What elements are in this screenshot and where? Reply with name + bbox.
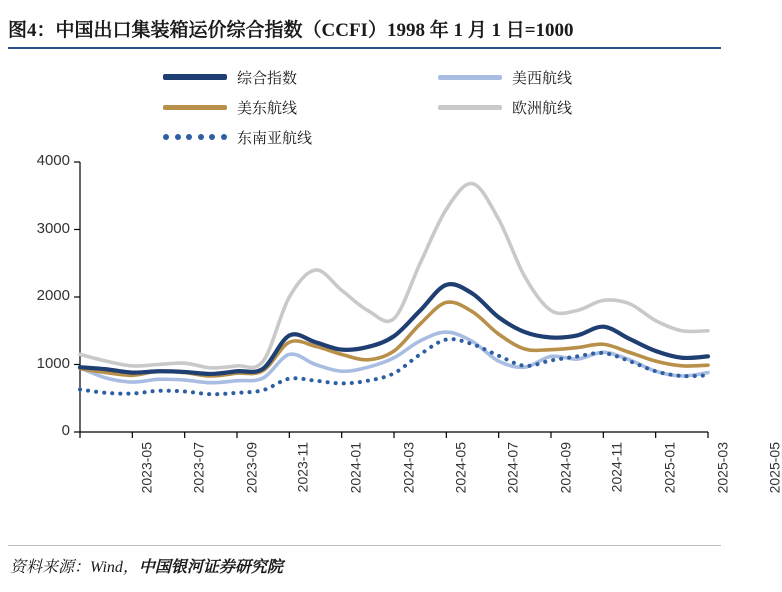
x-tick-label: 2024-09 xyxy=(557,442,574,494)
figure-title-bar xyxy=(8,10,721,46)
y-tick-label: 3000 xyxy=(36,219,70,237)
x-tick-label: 2024-03 xyxy=(400,442,417,494)
x-tick-label: 2025-05 xyxy=(766,442,782,494)
legend-label-southeast-asia: 东南亚航线 xyxy=(237,129,313,147)
series-line-2 xyxy=(80,332,708,383)
title-divider xyxy=(8,47,721,49)
y-tick-label: 1000 xyxy=(36,354,70,372)
source-prefix: 资料来源： xyxy=(10,559,91,576)
x-tick-label: 2023-11 xyxy=(294,442,311,493)
legend-label-europe: 欧洲航线 xyxy=(512,99,573,117)
x-tick-label: 2024-07 xyxy=(504,442,521,494)
series-line-1 xyxy=(80,284,708,374)
x-tick-label: 2023-09 xyxy=(243,442,260,494)
y-tick-label: 0 xyxy=(61,422,70,439)
legend-label-composite: 综合指数 xyxy=(237,69,298,87)
legend-label-us-west: 美西航线 xyxy=(512,69,573,87)
x-tick-label: 2023-07 xyxy=(190,442,207,494)
y-tick-label: 4000 xyxy=(36,152,70,169)
source-value: Wind， xyxy=(90,559,139,576)
y-tick-label: 2000 xyxy=(36,287,70,304)
x-tick-label: 2024-01 xyxy=(347,442,364,494)
x-tick-label: 2024-05 xyxy=(452,442,469,494)
x-tick-label: 2024-11 xyxy=(608,442,625,493)
legend-label-us-east: 美东航线 xyxy=(237,99,298,117)
x-tick-label: 2023-05 xyxy=(138,442,155,494)
x-tick-label: 2025-01 xyxy=(661,442,678,494)
source-org: 中国银河证券研究院 xyxy=(138,559,283,576)
source-note xyxy=(10,554,283,577)
x-tick-label: 2025-03 xyxy=(714,442,731,494)
series-line-4 xyxy=(80,183,708,368)
chart-area xyxy=(8,52,782,540)
source-divider xyxy=(8,545,721,546)
page-title: 图4：中国出口集装箱运价综合指数（CCFI）1998 年 1 月 1 日=1000 xyxy=(8,19,574,41)
